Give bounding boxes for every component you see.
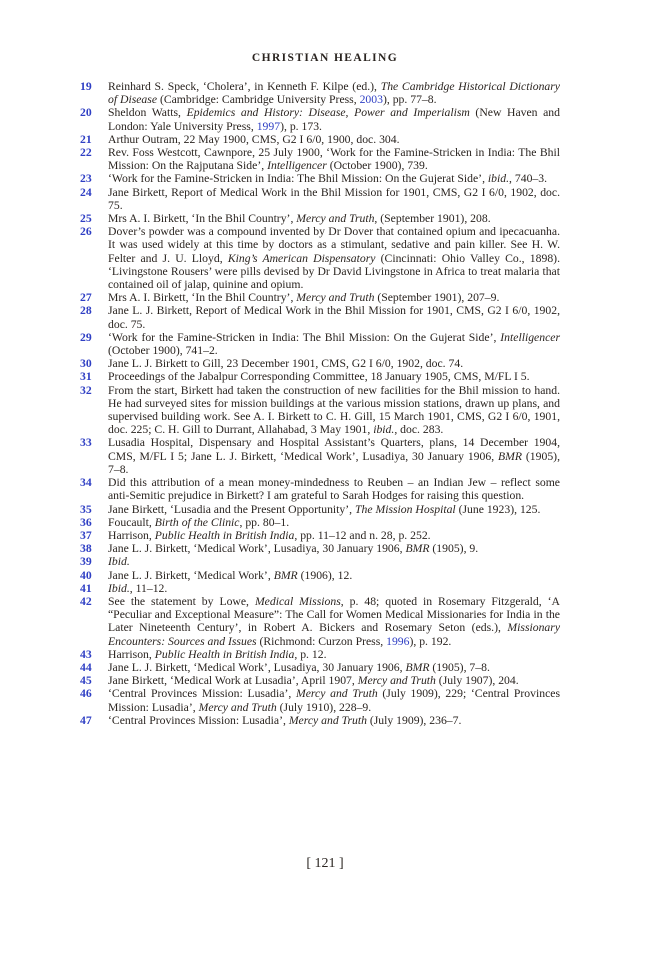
endnote-text xyxy=(108,106,560,132)
text-run: ‘Central Provinces Mission: Lusadia’, xyxy=(108,713,289,727)
text-run: Harrison, xyxy=(108,647,155,661)
endnote-text xyxy=(108,436,560,476)
endnote xyxy=(80,133,560,146)
text-run: Jane L. J. Birkett, ‘Medical Work’, xyxy=(108,568,274,582)
text-run: ‘Work for the Famine-Stricken in India: The Bhil Mission: On the Gujerat Side’, xyxy=(108,330,501,344)
endnote-number: 29 xyxy=(80,330,92,344)
endnote-text xyxy=(108,555,560,568)
text-run: (1906), 12. xyxy=(297,568,353,582)
endnote xyxy=(80,80,560,106)
text-run: Harrison, xyxy=(108,528,155,542)
text-run: ‘Central Provinces Mission: Lusadia’, xyxy=(108,687,296,701)
text-run: (1905), 9. xyxy=(429,542,479,556)
text-run: , 11–12. xyxy=(129,581,168,595)
endnote-number: 31 xyxy=(80,370,92,384)
running-head: CHRISTIAN HEALING xyxy=(251,52,399,64)
endnote-number: 37 xyxy=(80,528,92,542)
italic-title: Mercy and Truth xyxy=(198,700,277,714)
italic-title: BMR xyxy=(273,568,298,582)
italic-title: Public Health in British India xyxy=(154,528,295,542)
endnote-text xyxy=(108,80,560,106)
endnote xyxy=(80,331,560,357)
italic-title: Epidemics and History: Disease, Power and Imperialism xyxy=(186,106,470,120)
endnote-number: 47 xyxy=(80,713,92,727)
text-run: , pp. 11–12 and n. 28, p. 252. xyxy=(294,528,431,542)
endnote-text xyxy=(108,212,560,225)
endnote xyxy=(80,225,560,291)
endnote-number: 39 xyxy=(80,555,92,569)
endnote xyxy=(80,212,560,225)
endnote xyxy=(80,476,560,502)
endnote-number: 35 xyxy=(80,502,92,516)
endnote-text xyxy=(108,503,560,516)
endnote-number: 46 xyxy=(80,687,92,701)
endnote xyxy=(80,661,560,674)
italic-title: Mercy and Truth xyxy=(296,212,375,226)
endnote-number: 40 xyxy=(80,568,92,582)
endnote xyxy=(80,186,560,212)
text-run: Mrs A. I. Birkett, ‘In the Bhil Country’, xyxy=(108,291,297,305)
endnote-text xyxy=(108,595,560,648)
text-run: Dover’s powder was a compound invented by Dr Dover that contained opium and ipecacuanha. It was used widely at this time by doctors as a stimulant, sedative and pain killer. See H. W. Felter and J. U. Lloyd, xyxy=(108,225,560,265)
italic-title: Mercy and Truth xyxy=(357,674,436,688)
text-run: (June 1923), 125. xyxy=(455,502,541,516)
text-run: , (September 1901), 208. xyxy=(374,212,491,226)
text-run: Rev. Foss Westcott, Cawnpore, 25 July 1900, ‘Work for the Famine-Stricken in India: The Bhil Mission: On the Rajputana Side’, xyxy=(108,146,560,173)
italic-title: Ibid. xyxy=(108,581,130,595)
endnote-text xyxy=(108,304,560,330)
endnote-number: 41 xyxy=(80,581,92,595)
endnote-text xyxy=(108,146,560,172)
text-run: (Cambridge: Cambridge University Press, xyxy=(157,93,360,107)
text-run: Arthur Outram, 22 May 1900, CMS, G2 I 6/0, 1900, doc. 304. xyxy=(108,132,400,146)
endnote-number: 19 xyxy=(80,80,92,93)
endnote-text xyxy=(108,648,560,661)
endnote-number: 32 xyxy=(80,383,92,397)
endnote xyxy=(80,384,560,437)
endnote-text xyxy=(108,476,560,502)
endnote xyxy=(80,674,560,687)
endnote-number: 30 xyxy=(80,357,92,371)
italic-title: Intelligencer xyxy=(500,330,560,344)
text-run: , p. 12. xyxy=(294,647,327,661)
endnote-number: 27 xyxy=(80,291,92,305)
text-run: Jane L. J. Birkett, Report of Medical Work in the Bhil Mission for 1901, CMS, G2 I 6/0, 1902, doc. 75. xyxy=(108,304,560,331)
italic-title: Intelligencer xyxy=(267,159,327,173)
endnote xyxy=(80,648,560,661)
endnote xyxy=(80,146,560,172)
endnote xyxy=(80,569,560,582)
text-run: Reinhard S. Speck, ‘Cholera’, in Kenneth F. Kilpe (ed.), xyxy=(108,80,381,93)
italic-title: ibid. xyxy=(373,423,395,437)
italic-title: BMR xyxy=(405,660,430,674)
text-run: Jane Birkett, Report of Medical Work in the Bhil Mission for 1901, CMS, G2 I 6/0, 1902, doc. 75. xyxy=(108,185,560,212)
endnote-text xyxy=(108,133,560,146)
endnote-text xyxy=(108,529,560,542)
text-run: Jane L. J. Birkett, ‘Medical Work’, Lusadiya, 30 January 1906, xyxy=(108,542,406,556)
text-run: Jane Birkett, ‘Lusadia and the Present Opportunity’, xyxy=(108,502,356,516)
text-run: (Richmond: Curzon Press, xyxy=(256,634,387,648)
text-run: , p. 48; quoted in Rosemary Fitzgerald, ‘A “Peculiar and Exceptional Measure”: The Call for Women Medical Missionaries for India in the Later Nineteenth Century’, in Robert A. Bickers and Rosemary Seton (eds.), xyxy=(108,594,560,635)
endnote-text xyxy=(108,674,560,687)
endnote xyxy=(80,516,560,529)
endnote-text xyxy=(108,661,560,674)
endnote-number: 43 xyxy=(80,647,92,661)
endnote-number: 36 xyxy=(80,515,92,529)
endnote-text xyxy=(108,569,560,582)
text-run: Jane L. J. Birkett to Gill, 23 December 1901, CMS, G2 I 6/0, 1902, doc. 74. xyxy=(108,357,464,371)
italic-title: Mercy and Truth xyxy=(288,713,367,727)
text-run: (October 1900), 741–2. xyxy=(108,344,218,358)
text-run: Jane Birkett, ‘Medical Work at Lusadia’, April 1907, xyxy=(108,674,358,688)
text-run: (July 1910), 228–9. xyxy=(276,700,372,714)
year-link[interactable]: 1996 xyxy=(386,634,410,648)
endnote xyxy=(80,304,560,330)
text-run: Foucault, xyxy=(108,515,155,529)
text-run: Did this attribution of a mean money-mindedness to Reuben – an Indian Jew – reflect some anti-Semitic prejudice in Birkett? I am grateful to Sarah Hodges for raising this question. xyxy=(108,476,560,503)
endnote-text xyxy=(108,582,560,595)
text-run: (1905), 7–8. xyxy=(429,660,490,674)
endnote-number: 28 xyxy=(80,304,92,318)
text-run: , pp. 80–1. xyxy=(239,515,290,529)
endnote xyxy=(80,503,560,516)
text-run: Sheldon Watts, xyxy=(108,106,187,120)
year-link[interactable]: 1997 xyxy=(256,119,281,133)
endnote-number: 38 xyxy=(80,542,92,556)
italic-title: The Cambridge Historical Dictionary of Disease xyxy=(108,80,560,107)
endnote-number: 22 xyxy=(80,146,92,160)
endnote-text xyxy=(108,687,560,713)
endnote-number: 25 xyxy=(80,212,92,226)
italic-title: Missionary Encounters: Sources and Issues xyxy=(108,621,560,648)
text-run: (September 1901), 207–9. xyxy=(374,291,500,305)
text-run: (1905), 7–8. xyxy=(108,449,560,476)
text-run: (July 1909), 229; ‘Central Provinces Mission: Lusadia’, xyxy=(108,687,561,714)
italic-title: The Mission Hospital xyxy=(355,502,456,516)
italic-title: King’s American Dispensatory xyxy=(227,251,376,265)
text-run: Lusadia Hospital, Dispensary and Hospital Assistant’s Quarters, plans, 14 December 1904, CMS, M/FL I 5; Jane L. J. Birkett, ‘Medical Work’, Lusadiya, 30 January 1906, xyxy=(108,436,560,463)
endnote xyxy=(80,436,560,476)
endnote-text xyxy=(108,714,560,727)
endnote-text xyxy=(108,384,560,437)
endnote xyxy=(80,172,560,185)
endnote-text xyxy=(108,516,560,529)
endnote-text xyxy=(108,172,560,185)
text-run: ), p. 192. xyxy=(409,634,452,648)
endnote xyxy=(80,555,560,568)
endnote xyxy=(80,529,560,542)
endnote-text xyxy=(108,186,560,212)
endnote xyxy=(80,542,560,555)
text-run: (July 1909), 236–7. xyxy=(366,713,462,727)
italic-title: Mercy and Truth xyxy=(296,291,375,305)
text-run: (New Haven and London: Yale University Press, xyxy=(108,106,560,133)
endnote-number: 21 xyxy=(80,132,92,146)
endnote xyxy=(80,291,560,304)
endnote-text xyxy=(108,225,560,291)
endnote-number: 44 xyxy=(80,660,92,674)
text-run: (Cincinnati: Ohio Valley Co., 1898). ‘Livingstone Rousers’ were pills devised by Dr David Livingstone in Africa to treat malaria that contained oil of jalap, quinine and opium. xyxy=(108,251,560,292)
endnote-number: 23 xyxy=(80,172,92,186)
endnote-text xyxy=(108,357,560,370)
italic-title: Public Health in British India xyxy=(154,647,295,661)
text-run: ), pp. 77–8. xyxy=(382,93,437,107)
endnote-text xyxy=(108,370,560,383)
endnote xyxy=(80,582,560,595)
text-run: ), p. 173. xyxy=(280,119,322,133)
endnote xyxy=(80,370,560,383)
endnote-number: 24 xyxy=(80,185,92,199)
text-run: See the statement by Lowe, xyxy=(108,594,255,608)
italic-title: Birth of the Clinic xyxy=(154,515,240,529)
endnote-text xyxy=(108,331,560,357)
page-number: [ 121 ] xyxy=(306,856,344,871)
endnote xyxy=(80,106,560,132)
text-run: Jane L. J. Birkett, ‘Medical Work’, Lusadiya, 30 January 1906, xyxy=(108,660,406,674)
italic-title: Ibid. xyxy=(108,555,130,569)
text-run: , doc. 283. xyxy=(394,423,444,437)
text-run: (October 1900), 739. xyxy=(326,159,428,173)
endnote-text xyxy=(108,542,560,555)
endnote xyxy=(80,595,560,648)
endnote xyxy=(80,357,560,370)
endnote-number: 20 xyxy=(80,106,92,120)
text-run: , 740–3. xyxy=(509,172,548,186)
endnote-number: 45 xyxy=(80,674,92,688)
endnote-number: 34 xyxy=(80,476,92,490)
text-run: ‘Work for the Famine-Stricken in India: The Bhil Mission: On the Gujerat Side’, xyxy=(108,172,488,186)
italic-title: ibid. xyxy=(487,172,510,186)
italic-title: Mercy and Truth xyxy=(295,687,378,701)
endnotes-list xyxy=(80,80,560,727)
year-link[interactable]: 2003 xyxy=(359,93,383,107)
endnote-text xyxy=(108,291,560,304)
text-run: (July 1907), 204. xyxy=(435,674,519,688)
endnote xyxy=(80,714,560,727)
endnote-number: 33 xyxy=(80,436,92,450)
text-run: Proceedings of the Jabalpur Corresponding Committee, 18 January 1905, CMS, M/FL I 5. xyxy=(108,370,530,384)
italic-title: Medical Missions xyxy=(254,594,341,608)
endnote-number: 26 xyxy=(80,225,92,239)
endnote-number: 42 xyxy=(80,594,92,608)
italic-title: BMR xyxy=(498,449,523,463)
text-run: From the start, Birkett had taken the construction of new facilities for the Bhil mission to hand. He had surveyed sites for mission buildings at the various mission stations, drawn up plans, and supervised building work. See A. I. Birkett to C. H. Gill, 15 March 1901, CMS, G2 I 6/0, 1901, doc. 225; C. H. Gill to Durrant, Allahabad, 3 May 1901, xyxy=(108,383,560,437)
text-run: Mrs A. I. Birkett, ‘In the Bhil Country’, xyxy=(108,212,297,226)
endnote xyxy=(80,687,560,713)
italic-title: BMR xyxy=(405,542,430,556)
